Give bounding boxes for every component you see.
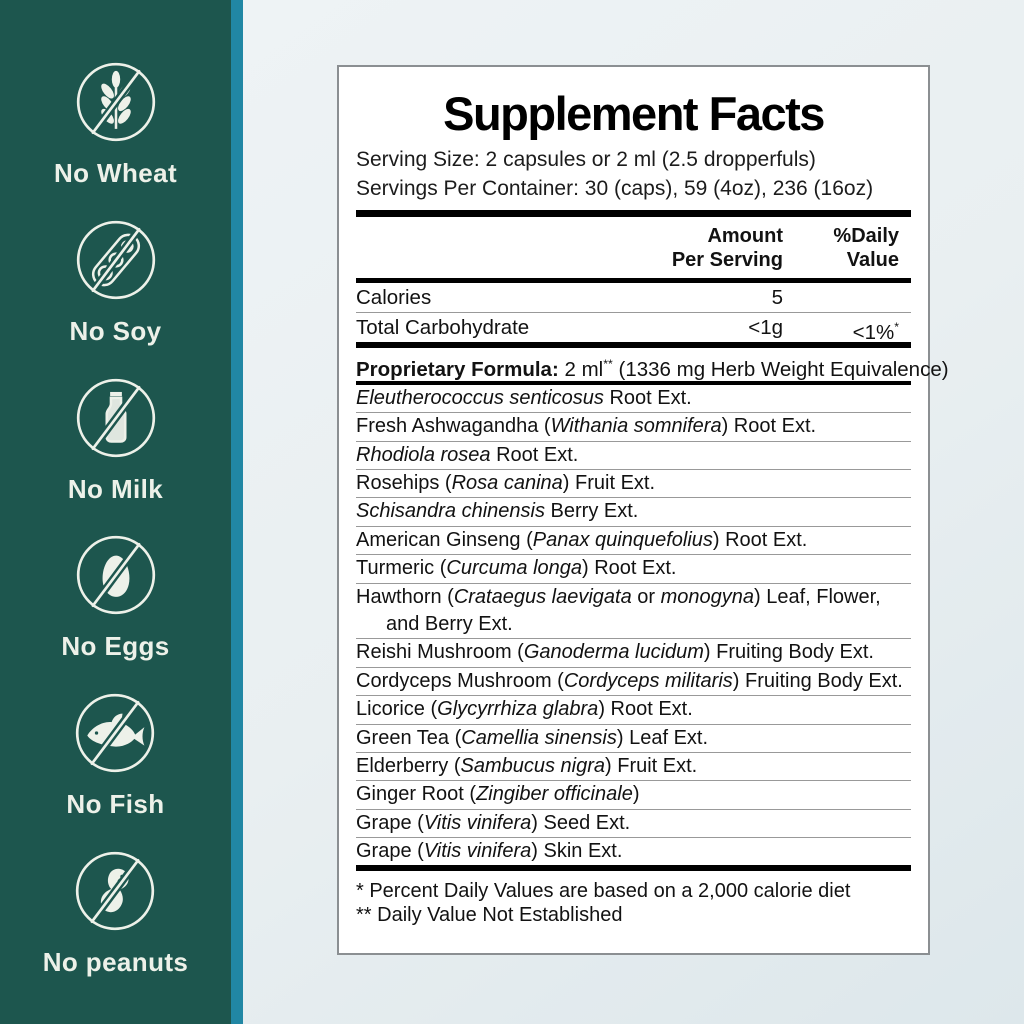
text-segment: Rosehips ( [356,472,452,495]
text-segment: Panax quinquefolius [532,528,713,551]
no-eggs-icon [74,533,158,622]
ingredient-line [356,668,911,695]
ingredient-line [356,725,911,752]
text-segment: Vitis vinifera [423,811,532,834]
nutrient-name: Total Carbohydrate [356,316,530,340]
allergen-label: No Wheat [53,158,178,188]
text-segment: Reishi Mushroom ( [356,641,524,664]
text-segment: Vitis vinifera [423,840,532,863]
footnote: ** Daily Value Not Established [356,903,623,926]
no-peanuts-icon [73,849,157,938]
text-segment: ) Leaf Ext. [616,726,709,749]
text-segment: (1336 mg Herb Weight Equivalence) [612,358,949,382]
serving-size-text: Serving Size: 2 capsules or 2 ml (2.5 dropperfuls) [356,148,816,172]
text-segment: Rosa canina [451,472,563,495]
ingredient-line [356,810,911,837]
allergen-item [61,533,169,662]
text-segment: ) [632,783,640,806]
nutrient-row [356,283,911,312]
ingredient-row [356,781,911,808]
panel-title: Supplement Facts [443,87,824,140]
text-segment: Turmeric ( [356,557,447,580]
no-fish-icon [73,691,157,780]
ingredient-row [356,413,911,440]
ingredient-line [356,385,911,412]
text-segment: Curcuma longa [446,557,582,580]
text-segment: Hawthorn ( [356,585,454,608]
ingredient-row [356,498,911,525]
text-segment: and Berry Ext. [386,612,513,635]
ingredient-row [356,442,911,469]
ingredient-line [356,781,911,808]
text-segment: Berry Ext. [545,500,639,523]
ingredient-row [356,527,911,554]
allergen-item [68,376,163,505]
allergen-label: No Soy [69,315,162,346]
text-segment: ) Seed Ext. [531,811,631,834]
text-segment: Elderberry ( [356,754,461,777]
allergen-item [70,218,162,347]
text-segment: ) Leaf, Flower, [754,585,881,608]
column-header-row [356,217,911,278]
text-segment: ** [603,357,613,372]
header-line: %Daily [833,225,899,248]
accent-stripe [231,0,243,1024]
allergen-label: No Fish [66,789,165,820]
text-segment: Withania somnifera [550,415,722,438]
ingredient-row [356,668,911,695]
text-segment: Eleutherococcus senticosus [356,386,604,409]
allergen-label: No Eggs [61,631,170,662]
ingredient-row [356,470,911,497]
text-segment: Sambucus nigra [460,754,606,777]
text-segment: <1g [748,316,783,340]
text-segment: Cordyceps Mushroom ( [356,669,564,692]
nutrient-name: Calories [356,286,432,310]
ingredient-row [356,696,911,723]
text-segment: Schisandra chinensis [356,500,545,523]
ingredient-line [356,527,911,554]
text-segment: ) Root Ext. [712,528,808,551]
text-segment: Rhodiola rosea [356,443,491,466]
text-segment: Zingiber officinale [476,783,633,806]
ingredient-list [356,385,911,866]
text-segment: ) Fruiting Body Ext. [703,641,874,664]
text-segment: Cordyceps militaris [563,669,733,692]
ingredient-line [356,639,911,666]
ingredient-line [356,498,911,525]
header-line: Amount [707,225,783,248]
amount-per-serving-header [643,224,783,272]
nutrient-daily-value [783,283,911,312]
nutrient-amount [643,283,783,312]
ingredient-row [356,555,911,582]
ingredient-line [356,753,911,780]
ingredient-row [356,639,911,666]
text-segment: * [894,320,899,335]
divider-medium [356,865,911,871]
text-segment: 5 [771,286,783,310]
text-segment: Crataegus laevigata [453,585,632,608]
ingredient-line [356,696,911,723]
ingredient-line [356,611,911,638]
ingredient-row [356,753,911,780]
text-segment: Licorice ( [356,698,438,721]
text-segment: Ginger Root ( [356,783,477,806]
percent-daily-value-header [783,224,911,272]
ingredient-line [356,413,911,440]
nutrient-rows [356,283,911,345]
allergen-item [54,60,177,189]
no-soy-icon [74,218,158,307]
no-wheat-icon [74,60,158,149]
text-segment: Fresh Ashwagandha ( [356,415,551,438]
text-segment: monogyna [660,585,755,608]
header-line: Per Serving [671,249,783,272]
ingredient-line [356,470,911,497]
allergen-item [43,849,189,978]
ingredient-line [356,555,911,582]
ingredient-row [356,810,911,837]
text-segment: or [631,585,661,608]
text-segment: 2 ml [558,358,604,382]
ingredient-line [356,584,911,611]
ingredient-row [356,584,911,639]
no-milk-icon [74,376,158,465]
allergen-label: No Milk [67,473,164,504]
text-segment: ) Fruit Ext. [562,472,656,495]
allergen-sidebar [0,0,231,1024]
text-segment: Glycyrrhiza glabra [437,698,599,721]
header-line: Value [846,249,899,272]
nutrient-amount [643,313,783,347]
text-segment: ) Fruit Ext. [605,754,698,777]
ingredient-line [356,442,911,469]
text-segment: ) Root Ext. [582,557,677,580]
allergen-label: No peanuts [42,946,189,977]
text-segment: ) Skin Ext. [531,840,623,863]
divider-heavy [356,210,911,217]
allergen-item [66,691,164,820]
text-segment: Ganoderma lucidum [523,641,704,664]
nutrient-row [356,313,911,345]
ingredient-line [356,838,911,865]
supplement-facts-panel [337,65,949,955]
text-segment: ) Fruiting Body Ext. [732,669,903,692]
text-segment: Root Ext. [490,443,579,466]
text-segment: <1% [852,321,895,345]
text-segment: ) Root Ext. [598,698,693,721]
nutrient-daily-value [783,313,911,347]
text-segment: American Ginseng ( [356,528,533,551]
header-spacer [356,224,643,272]
footnotes [356,880,911,927]
footnote: * Percent Daily Values are based on a 2,000 calorie diet [356,880,851,903]
text-segment: Grape ( [356,811,424,834]
ingredient-row [356,385,911,412]
text-segment: Proprietary Formula: [356,358,559,382]
text-segment: Root Ext. [603,386,692,409]
proprietary-formula-row [356,348,949,382]
servings-per-container-text: Servings Per Container: 30 (caps), 59 (4oz), 236 (16oz) [356,176,874,200]
text-segment: Green Tea ( [356,726,462,749]
text-segment: Camellia sinensis [461,726,617,749]
text-segment: Grape ( [356,840,424,863]
text-segment: ) Root Ext. [721,415,817,438]
ingredient-row [356,725,911,752]
ingredient-row [356,838,911,865]
